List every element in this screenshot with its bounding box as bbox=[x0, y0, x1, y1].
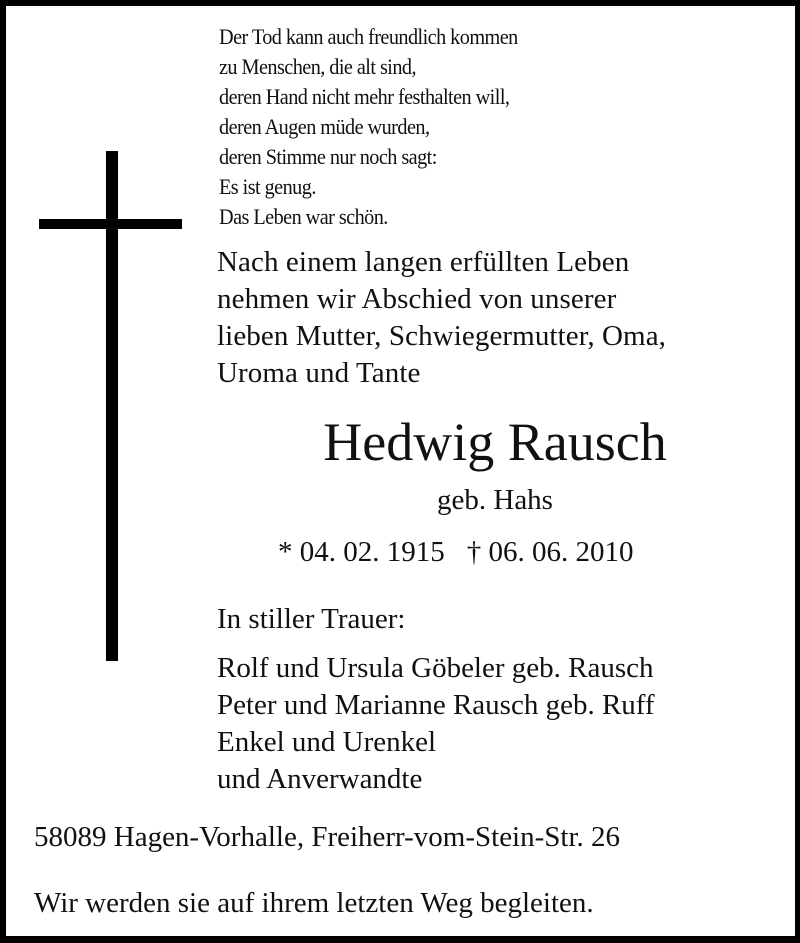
mourner-entry: und Anverwandte bbox=[217, 763, 423, 795]
poem-line: Der Tod kann auch freundlich kommen bbox=[219, 24, 518, 49]
intro-line: lieben Mutter, Schwiegermutter, Oma, bbox=[217, 320, 667, 352]
mourning-label: In stiller Trauer: bbox=[217, 603, 406, 635]
deceased-name: Hedwig Rausch bbox=[323, 412, 667, 472]
death-date: † 06. 06. 2010 bbox=[466, 536, 634, 568]
memorial-poem bbox=[219, 22, 518, 232]
life-dates bbox=[278, 533, 634, 571]
intro-line: nehmen wir Abschied von unserer bbox=[217, 283, 617, 315]
family-address: 58089 Hagen-Vorhalle, Freiherr-vom-Stein-Str. 26 bbox=[34, 821, 621, 853]
closing-statement: Wir werden sie auf ihrem letzten Weg begleiten. bbox=[34, 887, 594, 919]
poem-line: deren Augen müde wurden, bbox=[219, 114, 430, 139]
poem-line: Es ist genug. bbox=[219, 174, 316, 199]
intro-text bbox=[217, 244, 666, 392]
poem-line: deren Stimme nur noch sagt: bbox=[219, 144, 437, 169]
poem-line: Das Leben war schön. bbox=[219, 204, 388, 229]
cross-horizontal-bar bbox=[39, 219, 182, 229]
mourners-list bbox=[217, 650, 655, 798]
mourner-entry: Peter und Marianne Rausch geb. Ruff bbox=[217, 689, 655, 721]
intro-line: Uroma und Tante bbox=[217, 357, 421, 389]
birth-date: * 04. 02. 1915 bbox=[278, 536, 445, 568]
poem-line: zu Menschen, die alt sind, bbox=[219, 54, 416, 79]
poem-line: deren Hand nicht mehr festhalten will, bbox=[219, 84, 510, 109]
maiden-name: geb. Hahs bbox=[437, 484, 553, 516]
mourner-entry: Rolf und Ursula Göbeler geb. Rausch bbox=[217, 652, 654, 684]
intro-line: Nach einem langen erfüllten Leben bbox=[217, 246, 630, 278]
mourner-entry: Enkel und Urenkel bbox=[217, 726, 437, 758]
